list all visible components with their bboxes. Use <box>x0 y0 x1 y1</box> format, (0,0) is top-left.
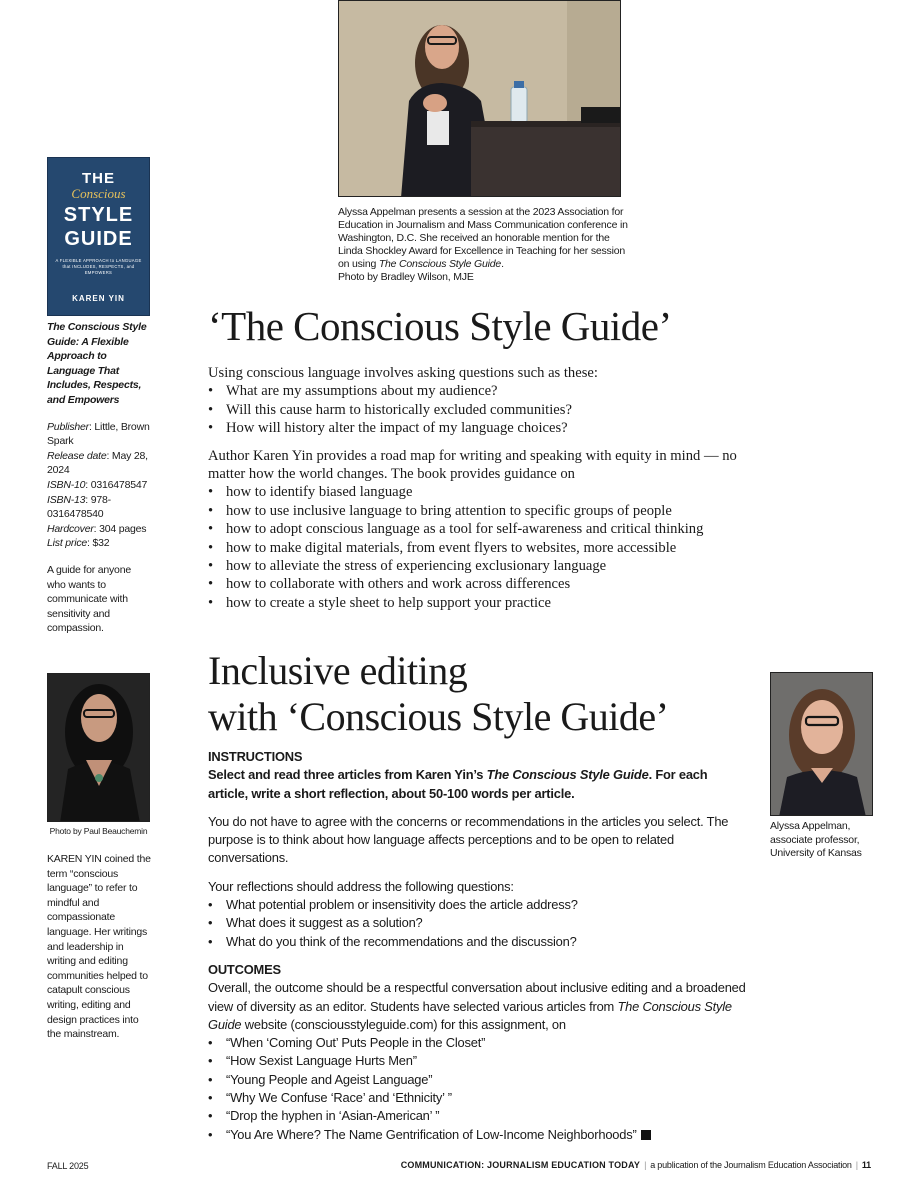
karen-yin-portrait <box>48 674 150 822</box>
sidebar-book-title: The Conscious Style Guide: A Flexible Approach to Language That Includes, Respects, and Empowers <box>47 321 147 406</box>
caption-end: . <box>501 258 504 270</box>
section2-para1: You do not have to agree with the concerns or recommendations in the articles you select. The purpose is to think about how language affects perceptions and to be open to related conversations. <box>208 813 729 866</box>
list-item: • how to collaborate with others and work across differences <box>208 575 768 593</box>
list-item: • “Why We Confuse ‘Race’ and ‘Ethnicity’ ” <box>208 1089 748 1107</box>
instructions-label: INSTRUCTIONS <box>208 749 303 764</box>
alyssa-caption: Alyssa Appelman, associate professor, University of Kansas <box>770 820 862 859</box>
list-item: • how to identify biased language <box>208 483 768 501</box>
book-cover <box>47 157 150 316</box>
section1-intro: Using conscious language involves asking questions such as these: <box>208 365 598 381</box>
heading-line-1: Inclusive editing <box>208 648 468 693</box>
list-item: • What potential problem or insensitivity does the article address? <box>208 896 748 914</box>
detail-value: 304 pages <box>99 522 147 535</box>
detail-value: May 28, 2024 <box>47 449 148 477</box>
instructions-a: Select and read three articles from Karen Yin’s <box>208 767 487 783</box>
photo-credit: Photo by Bradley Wilson, MJE <box>338 271 474 283</box>
list-item: • “Young People and Ageist Language” <box>208 1071 748 1089</box>
page-number: 11 <box>861 1160 871 1170</box>
conference-photo-illustration <box>339 1 621 197</box>
list-item: • how to make digital materials, from event flyers to websites, more accessible <box>208 539 768 557</box>
section2-body <box>208 748 748 1144</box>
footer-tagline: a publication of the Journalism Education Association <box>650 1160 852 1170</box>
list-item: • Will this cause harm to historically excluded communities? <box>208 401 768 419</box>
detail-value: Little, Brown Spark <box>47 420 150 448</box>
karen-yin-bio <box>47 852 153 1042</box>
list-item: • “Drop the hyphen in ‘Asian-American’ ” <box>208 1107 748 1125</box>
conference-photo <box>338 0 621 197</box>
detail-label: ISBN-13 <box>47 493 86 506</box>
detail-value: 978-0316478540 <box>47 493 111 521</box>
list-item: • how to alleviate the stress of experiencing exclusionary language <box>208 557 768 575</box>
book-cover-the: THE <box>82 170 115 187</box>
detail-label: Release date <box>47 449 107 462</box>
article-title: “You Are Where? The Name Gentrification of Low-Income Neighborhoods” <box>226 1126 637 1142</box>
outcomes-label: OUTCOMES <box>208 961 281 977</box>
instructions-c: . For each article, write a short reflection, about 50-100 words per article. <box>208 767 708 801</box>
detail-label: Publisher <box>47 420 89 433</box>
section1-body <box>208 364 768 621</box>
section2-para2: Your reflections should address the following questions: <box>208 878 514 894</box>
list-item: • how to adopt conscious language as a tool for self-awareness and critical thinking <box>208 520 768 538</box>
list-item-last <box>208 1126 748 1144</box>
bio-name: KAREN YIN <box>47 853 102 865</box>
caption-book-title: The Conscious Style Guide <box>378 258 502 270</box>
list-item: • What does it suggest as a solution? <box>208 914 748 932</box>
book-blurb: A guide for anyone who wants to communicate with sensitivity and compassion. <box>47 563 131 635</box>
footer-publication-name: COMMUNICATION: JOURNALISM EDUCATION TODAY <box>400 1160 641 1170</box>
list-item: • “When ‘Coming Out’ Puts People in the Closet” <box>208 1034 748 1052</box>
detail-value: 0316478547 <box>90 478 148 491</box>
outcomes-book-title: The Conscious Style Guide <box>208 998 732 1032</box>
article-list <box>208 1034 748 1144</box>
book-details-sidebar <box>47 320 151 648</box>
footer-issue: FALL 2025 <box>47 1161 89 1171</box>
book-cover-style: STYLE <box>63 204 134 226</box>
conference-photo-caption <box>338 206 628 284</box>
book-cover-subtitle: A FLEXIBLE APPROACH to LANGUAGE that INCLUDES, RESPECTS, and EMPOWERS <box>55 258 142 275</box>
footer-publication <box>401 1160 871 1170</box>
list-item: • What do you think of the recommendations and the discussion? <box>208 933 748 951</box>
book-details: Publisher: Little, Brown Spark Release date: May 28, 2024 ISBN-10: 0316478547 ISBN-13: 978-0316478540 Hardcover: 304 pages List price: $32 <box>47 420 150 550</box>
outcomes-a: Overall, the outcome should be a respectful conversation about inclusive editing and a broadened view of diversity as an editor. Students have selected various articles from <box>208 980 746 1014</box>
list-item: • how to create a style sheet to help support your practice <box>208 594 768 612</box>
instructions-book-title: The Conscious Style Guide <box>486 767 649 783</box>
book-cover-conscious: Conscious <box>71 186 126 201</box>
outcomes-c: website (consciousstyleguide.com) for this assignment, on <box>241 1016 566 1032</box>
list-item: • how to use inclusive language to bring attention to specific groups of people <box>208 502 768 520</box>
section-heading-conscious-style-guide: ‘The Conscious Style Guide’ <box>208 303 672 349</box>
detail-label: ISBN-10 <box>47 478 86 491</box>
guidance-list <box>208 483 768 612</box>
heading-line-2: with ‘Conscious Style Guide’ <box>208 694 669 739</box>
instructions-text <box>208 766 748 803</box>
outcomes-text <box>208 979 748 1034</box>
book-cover-author: KAREN YIN <box>72 294 125 303</box>
footer-separator: | <box>855 1160 858 1170</box>
bio-text: coined the term “conscious language” to refer to mindful and compassionate language. Her writings and leadership in writing and editing communities helped to catapult conscious writing, editing and design practices into the mainstream. <box>47 853 151 1041</box>
detail-label: Hardcover <box>47 522 94 535</box>
alyssa-appelman-portrait <box>771 673 873 816</box>
list-item: • How will history alter the impact of my language choices? <box>208 419 768 437</box>
karen-photo-credit: Photo by Paul Beauchemin <box>49 826 148 836</box>
question-list <box>208 382 768 437</box>
end-mark-icon <box>641 1130 651 1140</box>
section1-para: Author Karen Yin provides a road map for writing and speaking with equity in mind — no matter how the world changes. The book provides guidance on <box>208 447 737 483</box>
list-item: • “How Sexist Language Hurts Men” <box>208 1052 748 1070</box>
footer-separator: | <box>644 1160 647 1170</box>
reflection-questions <box>208 896 748 951</box>
alyssa-appelman-photo <box>770 672 873 816</box>
karen-yin-photo <box>47 673 150 822</box>
detail-label: List price <box>47 537 88 550</box>
section-heading-inclusive-editing <box>208 648 668 740</box>
list-item: • What are my assumptions about my audience? <box>208 382 768 400</box>
caption-text: Alyssa Appelman presents a session at the 2023 Association for Education in Journalism and Mass Communication conference in Washington, D.C. She received an honorable mention for the Linda Shockley Award for Excellence in Teaching for her session on using <box>338 206 628 270</box>
detail-value: $32 <box>92 537 110 550</box>
book-cover-guide: GUIDE <box>64 228 133 250</box>
